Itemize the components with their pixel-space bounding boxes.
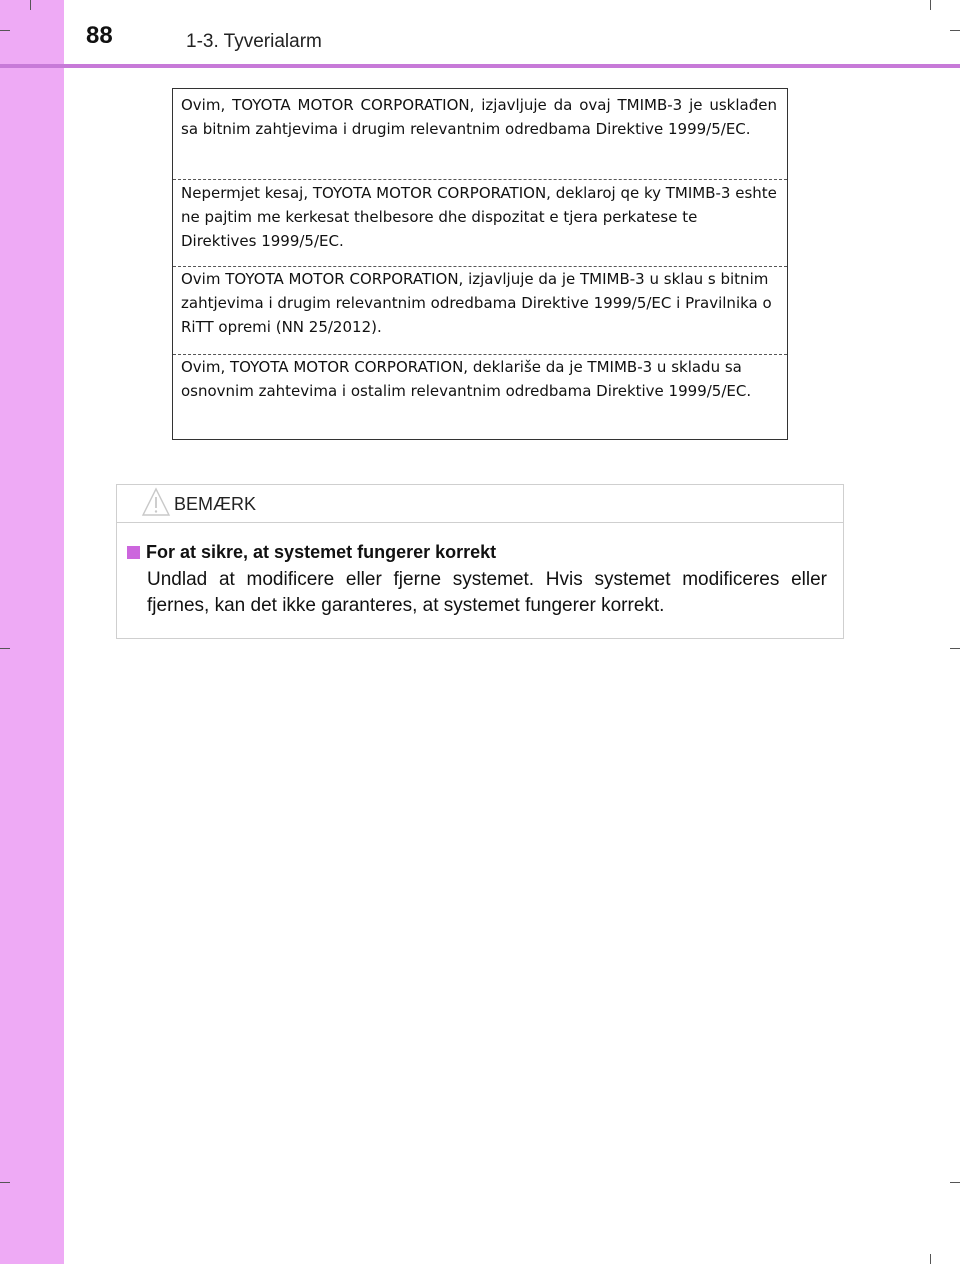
declaration-albanian: Nepermjet kesaj, TOYOTA MOTOR CORPORATION, deklaroj qe ky TMIMB-3 eshte ne pajtim me kerkesat thelbesore dhe dispozitat e tjera perkatese te Direktives 1999/5/EC. — [181, 184, 777, 250]
crop-mark — [30, 0, 31, 10]
crop-mark — [950, 30, 960, 31]
crop-mark — [930, 1254, 931, 1264]
header-rule — [0, 64, 960, 68]
page-number: 88 — [86, 22, 113, 49]
warning-triangle-icon — [141, 487, 171, 517]
notice-box — [116, 484, 844, 639]
crop-mark — [0, 30, 10, 31]
crop-mark — [0, 1182, 10, 1183]
notice-body: Undlad at modificere eller fjerne systemet. Hvis systemet modificeres eller fjernes, kan det ikke garanteres, at systemet fungerer korrekt. — [147, 569, 827, 616]
section-title: 1-3. Tyverialarm — [186, 31, 322, 52]
notice-heading — [127, 542, 496, 563]
crop-mark — [950, 1182, 960, 1183]
declaration-table — [172, 88, 788, 440]
crop-mark — [0, 648, 10, 649]
declaration-croatian: Ovim TOYOTA MOTOR CORPORATION, izjavljuje da je TMIMB-3 u sklau s bitnim zahtjevima i drugim relevantnim odredbama Direktive 1999/5/EC i Pravilnika o RiTT opremi (NN 25/2012). — [181, 270, 772, 336]
notice-title: BEMÆRK — [174, 494, 257, 514]
crop-mark — [950, 648, 960, 649]
notice-heading-text: For at sikre, at systemet fungerer korrekt — [146, 542, 497, 562]
declaration-serbian: Ovim, TOYOTA MOTOR CORPORATION, deklariše da je TMIMB-3 u skladu sa osnovnim zahtevima i ostalim relevantnim odredbama Direktive 1999/5/EC. — [181, 358, 752, 400]
side-band — [0, 0, 64, 1264]
crop-mark — [930, 0, 931, 10]
declaration-bosnian: Ovim, TOYOTA MOTOR CORPORATION, izjavljuje da ovaj TMIMB-3 je usklađen sa bitnim zahtjevima i drugim relevantnim odredbama Direktive 1999/5/EC. — [181, 96, 777, 138]
row-divider — [173, 179, 787, 180]
notice-header — [117, 485, 843, 523]
square-bullet-icon — [127, 546, 140, 559]
